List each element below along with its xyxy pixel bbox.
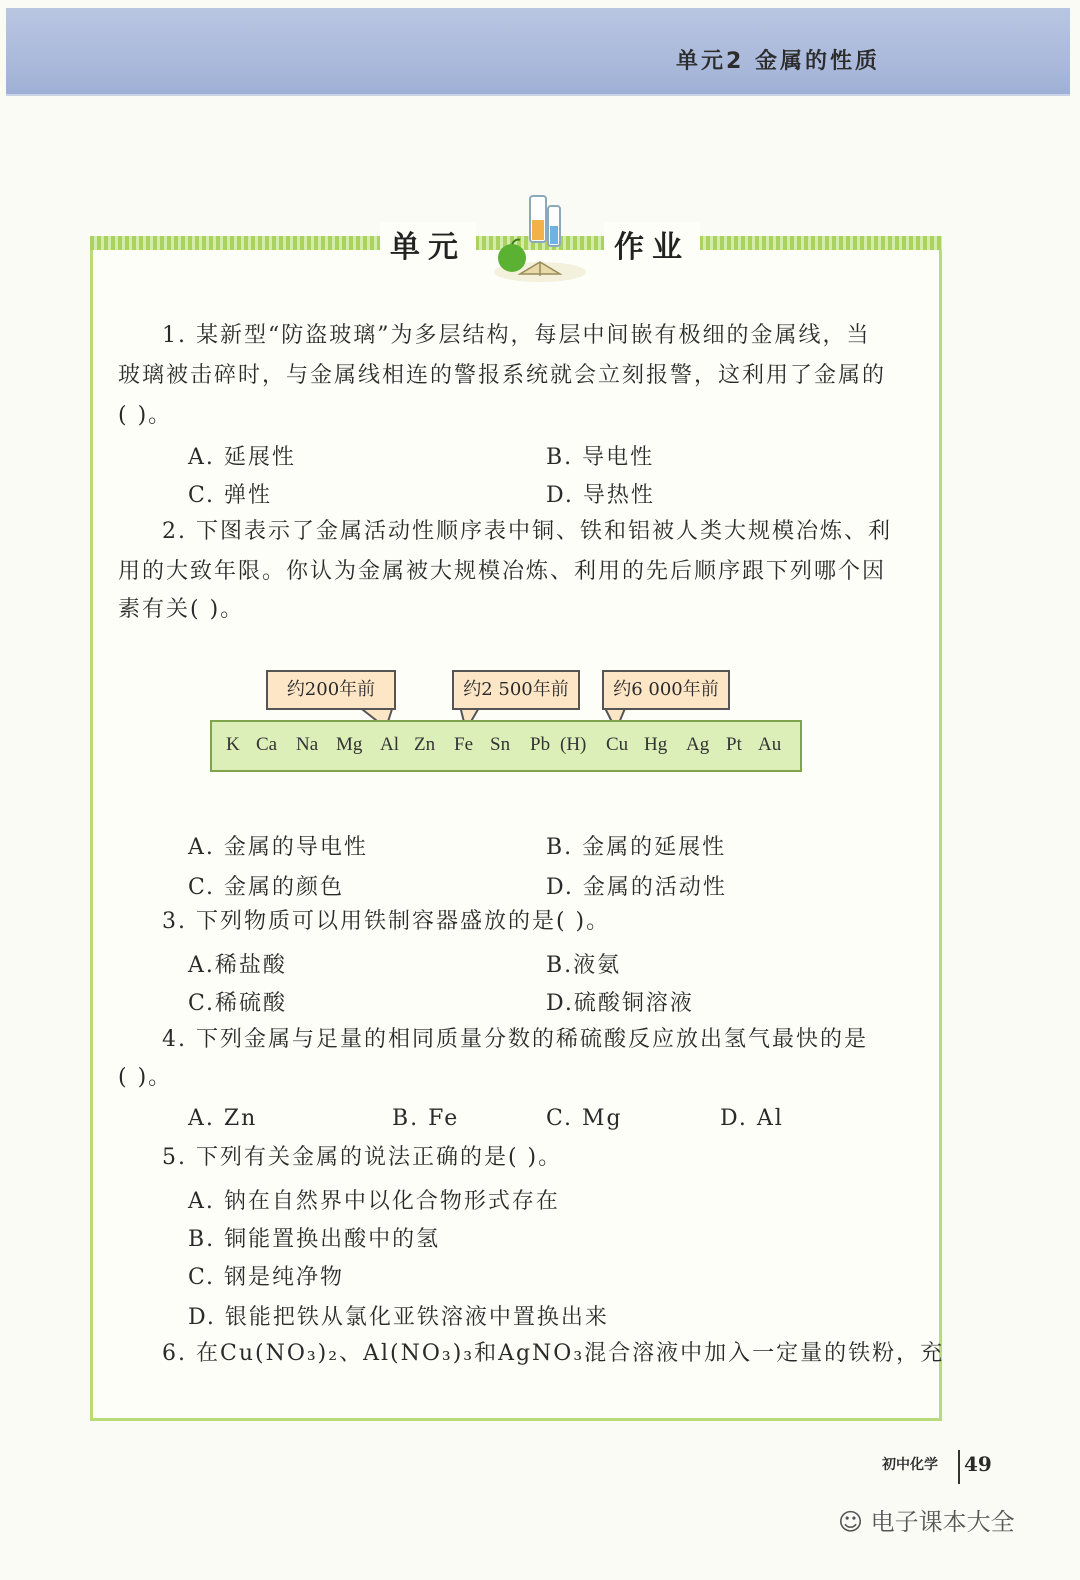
metal-activity-diagram xyxy=(208,670,808,780)
q4-line2: ( )。 xyxy=(118,1065,173,1090)
lab-flask-icon xyxy=(490,192,590,284)
metal-hg: Hg xyxy=(644,734,668,755)
q5-option-b: B. 铜能置换出酸中的氢 xyxy=(188,1227,441,1252)
metal-na: Na xyxy=(296,734,319,755)
watermark xyxy=(838,1502,1015,1537)
q1-option-a: A. 延展性 xyxy=(188,445,296,470)
q4-option-d: D. Al xyxy=(720,1106,784,1131)
q5-option-d: D. 银能把铁从氯化亚铁溶液中置换出来 xyxy=(188,1305,609,1330)
metal-k: K xyxy=(226,734,240,755)
metal-fe: Fe xyxy=(454,734,473,755)
metal-al: Al xyxy=(380,734,399,755)
q5-option-a: A. 钠在自然界中以化合物形式存在 xyxy=(188,1189,560,1214)
homework-label: 作业 xyxy=(604,222,700,266)
q1-option-c: C. 弹性 xyxy=(188,483,273,508)
unit-title: 单元2 金属的性质 xyxy=(676,49,880,74)
q4-option-b: B. Fe xyxy=(392,1106,460,1131)
unit-label: 单元 xyxy=(380,222,476,266)
q2-line3: 素有关( )。 xyxy=(118,597,245,622)
q5-option-c: C. 钢是纯净物 xyxy=(188,1265,345,1290)
q1-line1: 1. 某新型“防盗玻璃”为多层结构，每层中间嵌有极细的金属线，当 xyxy=(162,323,871,348)
q4-option-a: A. Zn xyxy=(188,1106,258,1131)
q2-line1: 2. 下图表示了金属活动性顺序表中铜、铁和铝被人类大规模冶炼、利 xyxy=(162,519,892,544)
q3-option-b: B.液氨 xyxy=(546,953,622,978)
page-number: 49 xyxy=(964,1452,992,1476)
q1-option-d: D. 导热性 xyxy=(546,483,655,508)
metal-au: Au xyxy=(758,734,782,755)
q2-option-a: A. 金属的导电性 xyxy=(188,835,368,860)
metal-pt: Pt xyxy=(726,734,742,755)
q6-line1: 6. 在Cu(NO₃)₂、Al(NO₃)₃和AgNO₃混合溶液中加入一定量的铁粉，充 xyxy=(162,1341,945,1366)
metal-zn: Zn xyxy=(414,734,436,755)
q2-option-d: D. 金属的活动性 xyxy=(546,875,727,900)
metal-pb: Pb xyxy=(530,734,551,755)
q2-line2: 用的大致年限。你认为金属被大规模冶炼、利用的先后顺序跟下列哪个因 xyxy=(118,559,887,584)
unit-homework-header xyxy=(380,192,700,282)
q3-option-d: D.硫酸铜溶液 xyxy=(546,991,694,1016)
callout-cu: 约6 000年前 xyxy=(602,670,730,710)
footer-subject: 初中化学 xyxy=(882,1457,938,1473)
q4-line1: 4. 下列金属与足量的相同质量分数的稀硫酸反应放出氢气最快的是 xyxy=(162,1027,868,1052)
q4-option-c: C. Mg xyxy=(546,1106,623,1131)
metal-mg: Mg xyxy=(336,734,363,755)
watermark-text: 电子课本大全 xyxy=(870,1508,1015,1536)
metal-ca: Ca xyxy=(256,734,278,755)
q3-line1: 3. 下列物质可以用铁制容器盛放的是( )。 xyxy=(162,909,611,934)
metal-cu: Cu xyxy=(606,734,629,755)
footer-divider xyxy=(958,1450,960,1484)
q1-line2: 玻璃被击碎时，与金属线相连的警报系统就会立刻报警，这利用了金属的 xyxy=(118,363,887,388)
q5-line1: 5. 下列有关金属的说法正确的是( )。 xyxy=(162,1145,563,1170)
q2-option-c: C. 金属的颜色 xyxy=(188,875,345,900)
callout-fe: 约2 500年前 xyxy=(452,670,580,710)
wechat-icon: ☺ xyxy=(838,1508,864,1536)
callout-al: 约200年前 xyxy=(266,670,396,710)
q1-line3: ( )。 xyxy=(118,403,173,428)
q2-option-b: B. 金属的延展性 xyxy=(546,835,727,860)
metal-h: (H) xyxy=(560,734,587,755)
q1-option-b: B. 导电性 xyxy=(546,445,655,470)
q3-option-c: C.稀硫酸 xyxy=(188,991,288,1016)
header-band xyxy=(6,8,1070,96)
metal-ag: Ag xyxy=(686,734,710,755)
metal-sn: Sn xyxy=(490,734,511,755)
q3-option-a: A.稀盐酸 xyxy=(188,953,287,978)
